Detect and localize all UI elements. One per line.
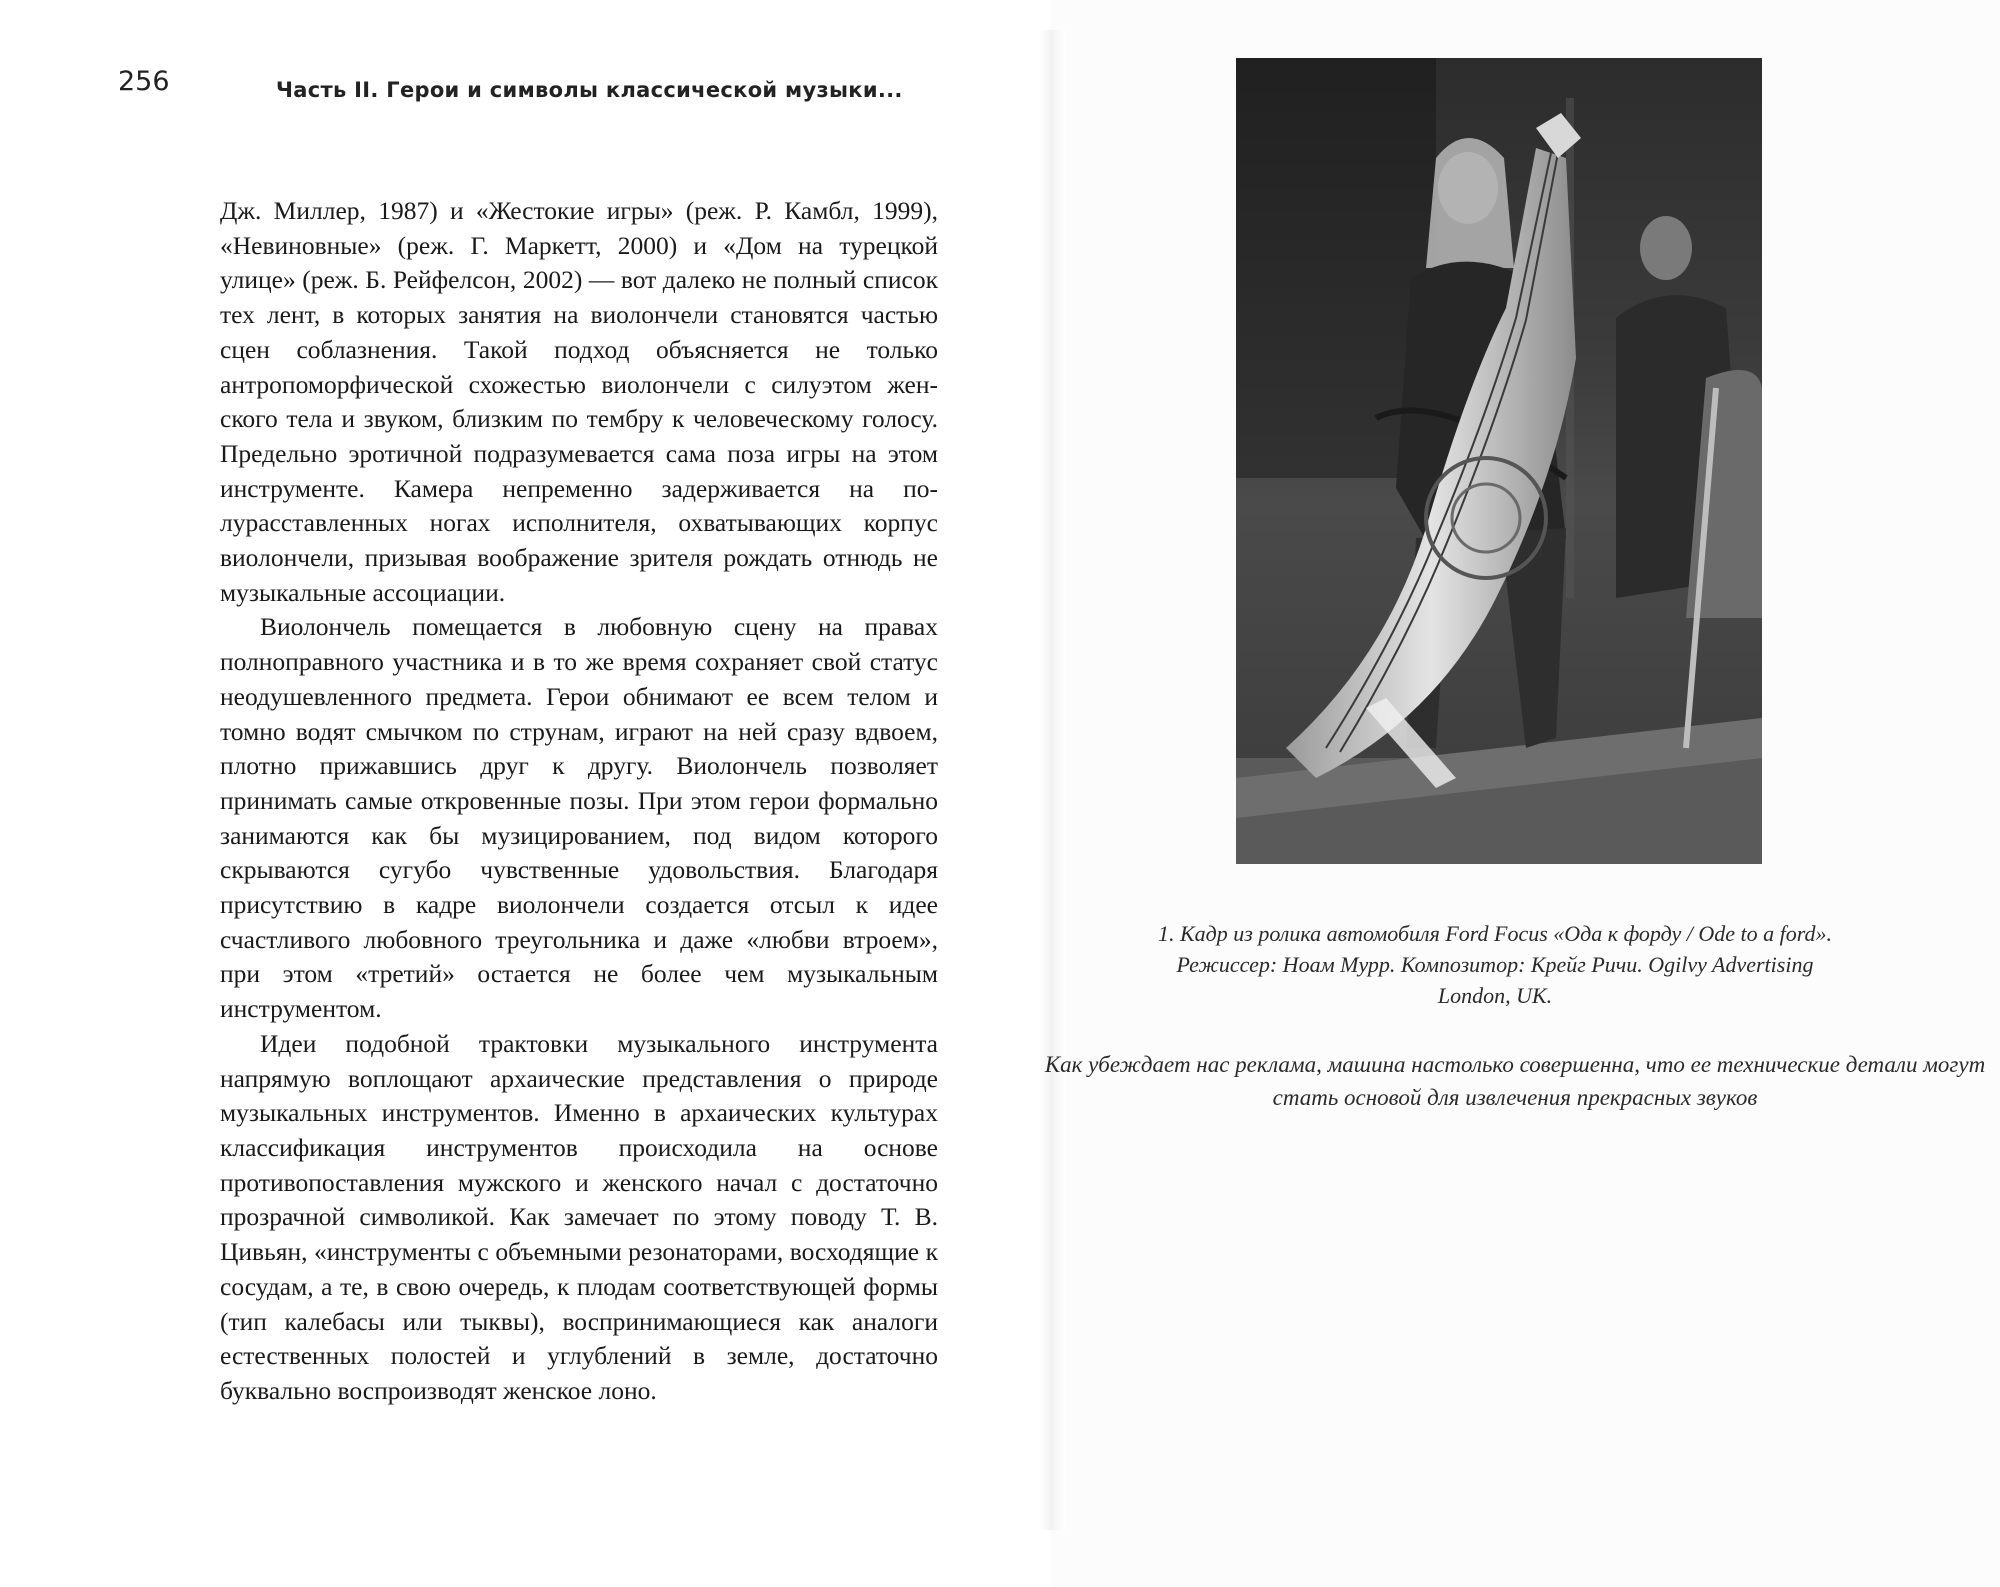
running-head: Часть II. Герои и символы классической музыки... <box>276 78 903 102</box>
paragraph-1: Дж. Миллер, 1987) и «Жестокие игры» (реж. Р. Камбл, 1999), «Невиновные» (реж. Г. Маркетт, 2000) и «Дом на турецкой улице» (реж. Б. Рейфелсон, 2002) — вот далеко не полный список тех лент, в которых занятия на виолончели становятся частью сцен соблазнения. Такой подход объясняется не только антропоморфической схожестью виолончели с силуэтом женского тела и звуком, близким по тембру к человеческому голосу. Предельно эротичной подразумевается сама поза игры на этом инструменте. Камера непременно задерживается на полурасставленных ногах исполнителя, охватывающих корпус виолончели, призывая воображение зрителя рождать отнюдь не музыкальные ассоциации. <box>220 196 938 607</box>
paragraph-2: Виолончель помещается в любовную сцену на правах полноправного участника и в то же время сохраняет свой статус неодушевленного предмета. Герои обнимают ее всем телом и томно водят смычком по струнам, играют на ней сразу вдвоем, плотно прижавшись друг к другу. Виолончель позволяет принимать самые откровенные позы. При этом герои формально занимаются как бы музицированием, под видом которого скрываются сугубо чувственные удовольствия. Благодаря присутствию в кадре виолончели создается отсыл к идее счастливого любовного треугольника и даже «любви втроем», при этом «третий» остается не более чем музыкальным инструментом. <box>220 612 938 1024</box>
page-number: 256 <box>118 66 170 97</box>
cellist-hair <box>1426 138 1514 268</box>
book-gutter <box>1040 30 1066 1530</box>
ad-note: Как убеждает нас реклама, машина настолько совершенна, что ее технические детали могут стать основой для извлечения прекрасных звуков <box>1044 1052 1986 1110</box>
paragraph-3: Идеи подобной трактовки музыкального инструмента напрямую воплощают архаические представления о природе музыкальных инструментов. Именно в архаических культурах классификация инструментов происходила на основе противопоставления мужского и женского начал с достаточно прозрачной символикой. Как замечает по этому поводу Т. В. Цивьян, «инструменты с объемными резонаторами, восходящие к сосудам, а те, в свою очередь, к плодам соответствующей формы (тип калебасы или тыквы), воспринимающиеся как аналоги естественных полостей и углублений в земле, достаточно буквально воспроизводят женское лоно. <box>220 1028 938 1405</box>
body-text <box>220 194 938 1409</box>
cello-photo-illustration <box>1236 58 1762 864</box>
figure-photo <box>1236 58 1762 864</box>
figure-caption: 1. Кадр из ролика автомобиля Ford Focus «Ода к форду / Ode to a ford». Режиссер: Ноам Мурр. Композитор: Крейг Ричи. Ogilvy Advertising London, UK. <box>1158 921 1832 1008</box>
musician-head-background <box>1640 216 1692 280</box>
